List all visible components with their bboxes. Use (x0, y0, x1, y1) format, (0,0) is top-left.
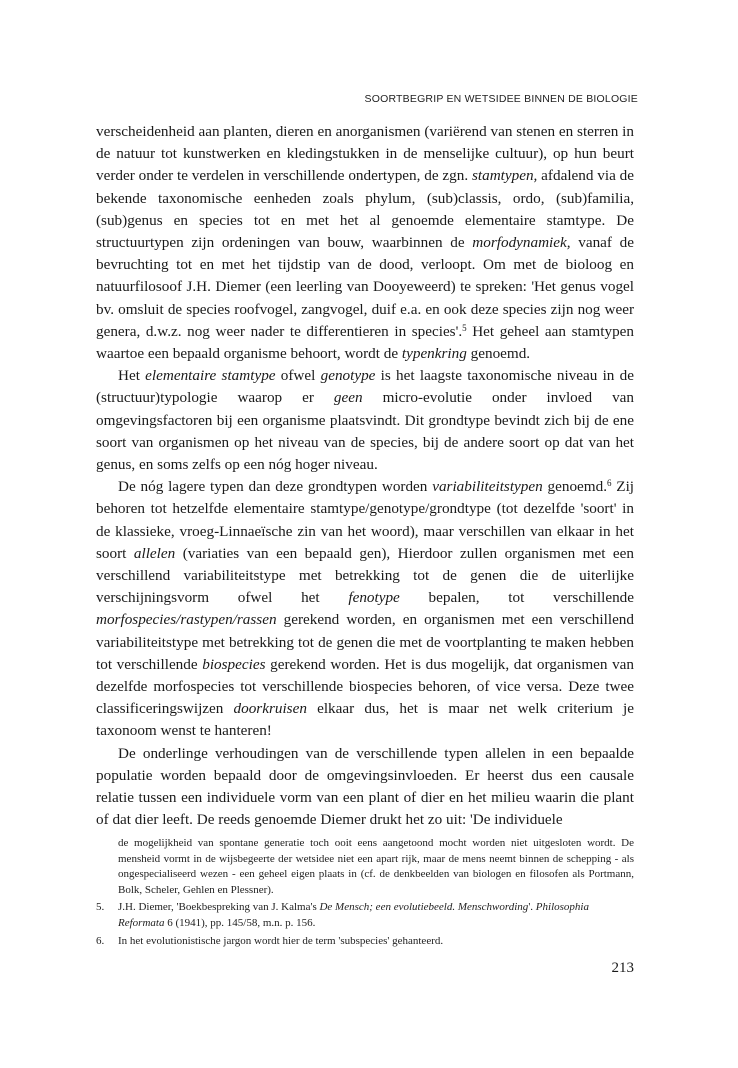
paragraph-1: verscheidenheid aan planten, dieren en anorganismen (variërend van stenen en sterren in de natuur tot kunstwerken en kledingstukken in de menselijke cultuur), op hun beurt verder onder te verdelen in verschillende ondertypen, de zgn. stamtypen, afdalend via de bekende taxonomische eenheden zoals phylum, (sub)classis, ordo, (sub)familia, (sub)genus en species tot en met het al genoemde elementaire stamtype. De structuurtypen zijn ordeningen van bouw, waarbinnen de morfodynamiek, vanaf de bevruchting tot en met het tijdstip van de dood, verloopt. Om met de bioloog en natuurfilosoof J.H. Diemer (een leerling van Dooyeweerd) te spreken: 'Het genus vogel bv. omsluit de species roofvogel, zangvogel, duif e.a. en ook deze species zijn nog weer genera, d.w.z. nog weer nader te differentieren in species'.$^5$ Het geheel aan stamtypen waartoe een bepaald organisme behoort, wordt de typenkring genoemd. (96, 123, 634, 363)
footnote-6 (96, 934, 634, 950)
footnote-number: 6. (96, 934, 105, 947)
footnote-5 (96, 900, 634, 931)
paragraph-3: De nóg lagere typen dan deze grondtypen worden variabiliteitstypen genoemd.$^6$ Zij behoren tot hetzelfde elementaire stamtype/genotype/grondtype (tot dezelfde 'soort' in de klassieke, vroeg-Linnaeïsche zin van het woord), maar verschillen van elkaar in het soort allelen (variaties van een bepaald gen), Hierdoor zullen organismen met een verschillend variabiliteitstype met betrekking tot de genen die de uiterlijke verschijningsvorm ofwel het fenotype bepalen, tot verschillende morfospecies/rastypen/rassen gerekend worden, en organismen met een verschillend variabiliteitstype met betrekking tot de genen die met de voortplanting te maken hebben tot verschillende biospecies gerekend worden. Het is dus mogelijk, dat organismen van dezelfde morfospecies tot verschillende biospecies behoren, of vice versa. Deze twee classificeringswijzen doorkruisen elkaar dus, het is maar net welk criterium je taxonoom wenst te hanteren! (96, 478, 635, 740)
paragraph-2: Het elementaire stamtype ofwel genotype is het laagste taxonomische niveau in de (structuur)typologie waarop er geen micro-evolutie onder invloed van omgevingsfactoren bij een organisme plaatsvindt. Dit grondtype bevindt zich bij de ene soort van organismen op het niveau van de species, bij de andere soort op dat van het genus, en soms zelfs op een nóg hoger niveau. (96, 367, 634, 474)
footnote-ref-6[interactable]: 6 (607, 478, 612, 489)
footnote-continued: de mogelijkheid van spontane generatie toch ooit eens aangetoond mocht worden niet uitgesloten wordt. De mensheid vormt in de wijsbegeerte der wetsidee niet een apart rijk, maar de mens neemt binnen de schepping - als ongespecialiseerd wezen - een geheel eigen plaats in (cf. de denkbeelden van biologen en filosofen als Portmann, Bolk, Scheler, Gehlen en Plessner). (118, 837, 634, 896)
footnote-ref-5[interactable]: 5 (462, 322, 467, 333)
paragraph-4: De onderlinge verhoudingen van de verschillende typen allelen in een bepaalde populatie worden bepaald door de omgevingsinvloeden. Er heerst dus een causale relatie tussen een individuele vorm van een plant of dier en het milieu waarin die plant of dat dier leeft. De reeds genoemde Diemer drukt het zo uit: 'De individuele (96, 744, 634, 829)
footnotes (96, 836, 634, 949)
footnote-number: 5. (96, 901, 105, 914)
running-header: SOORTBEGRIP EN WETSIDEE BINNEN DE BIOLOGIE (364, 93, 638, 105)
footnote-text: In het evolutionistische jargon wordt hier de term 'subspecies' gehanteerd. (118, 934, 444, 947)
footnote-text: J.H. Diemer, 'Boekbespreking van J. Kalma's De Mensch; een evolutiebeeld. Menschwording'. Philosophia Reformata 6 (1941), pp. 145/58, m.n. p. 156. (118, 901, 589, 929)
page-number: 213 (611, 960, 634, 976)
body-text (96, 121, 634, 832)
